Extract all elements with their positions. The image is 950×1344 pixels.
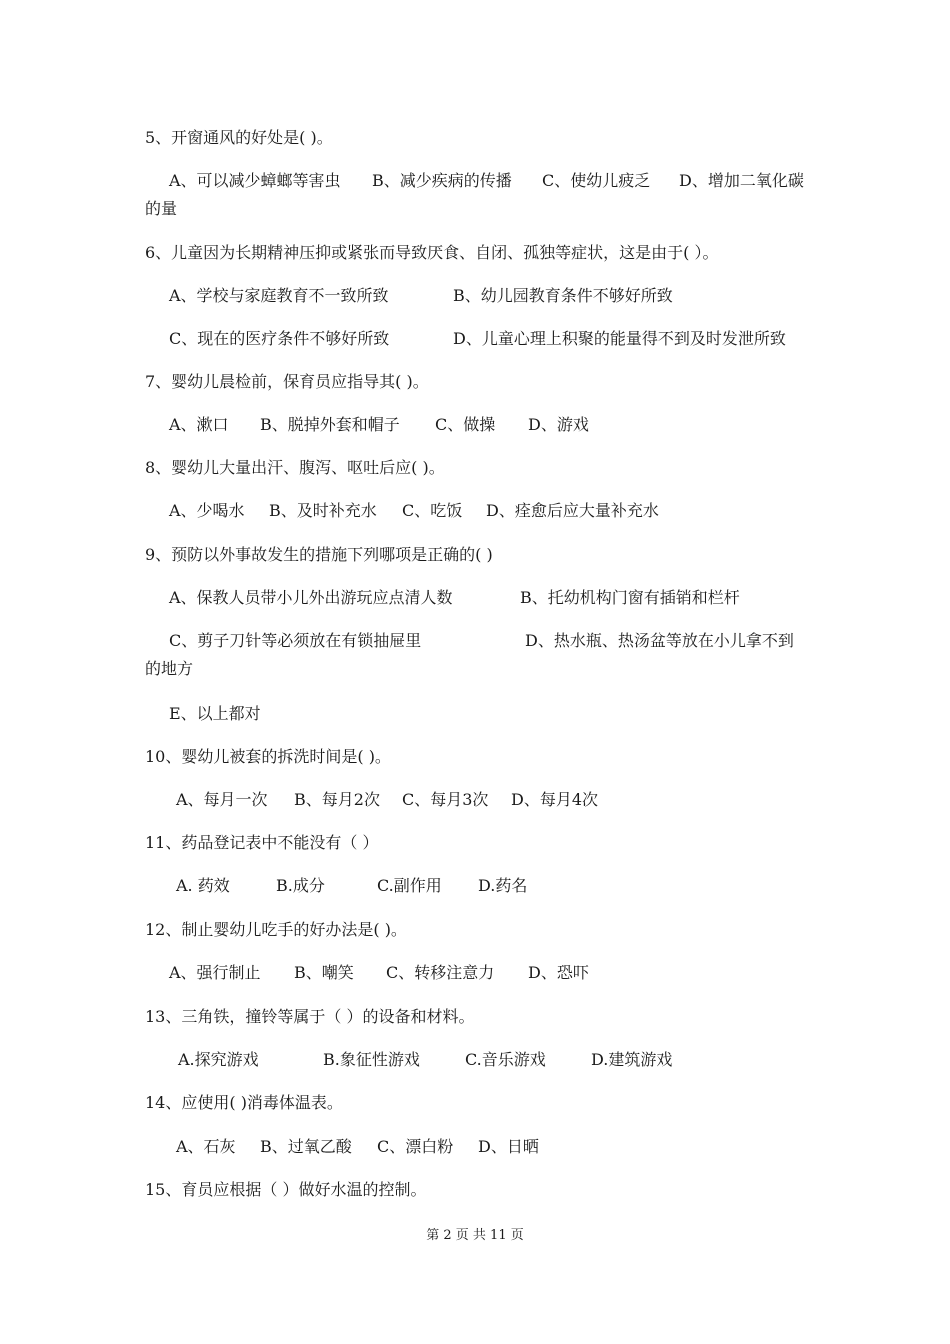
- option: C、每月3次: [402, 790, 489, 809]
- option: A、少喝水: [169, 501, 245, 520]
- option: B、过氧乙酸: [260, 1137, 352, 1156]
- option: A、每月一次: [176, 790, 268, 809]
- option: D.建筑游戏: [591, 1050, 673, 1069]
- question-stem: 7、婴幼儿晨检前，保育员应指导其( )。: [145, 372, 429, 391]
- option: D、儿童心理上积聚的能量得不到及时发泄所致: [453, 329, 786, 348]
- option: C、转移注意力: [386, 963, 495, 982]
- option: A、学校与家庭教育不一致所致: [169, 286, 389, 305]
- option: B、幼儿园教育条件不够好所致: [453, 286, 673, 305]
- option: A、石灰: [176, 1137, 236, 1156]
- option: A、强行制止: [169, 963, 261, 982]
- option: D、日晒: [478, 1137, 539, 1156]
- option: A、漱口: [169, 415, 229, 434]
- option: B、托幼机构门窗有插销和栏杆: [520, 588, 740, 607]
- option: A.探究游戏: [178, 1050, 259, 1069]
- option: E、以上都对: [169, 704, 261, 723]
- option: B、脱掉外套和帽子: [260, 415, 400, 434]
- option: C、使幼儿疲乏: [542, 171, 651, 190]
- page-footer: 第 2 页 共 11 页: [426, 1228, 524, 1243]
- option: B、每月2次: [294, 790, 380, 809]
- option: D、游戏: [528, 415, 589, 434]
- question-stem: 11、药品登记表中不能没有（ ）: [145, 833, 379, 852]
- option: C.音乐游戏: [465, 1050, 546, 1069]
- option: B、嘲笑: [294, 963, 354, 982]
- option: D、热水瓶、热汤盆等放在小儿拿不到: [525, 631, 794, 650]
- question-stem: 13、三角铁，撞铃等属于（ ）的设备和材料。: [145, 1007, 475, 1026]
- option: D.药名: [478, 876, 528, 895]
- option: A、可以减少蟑螂等害虫: [169, 171, 341, 190]
- option: D、每月4次: [511, 790, 599, 809]
- option: A、保教人员带小儿外出游玩应点清人数: [169, 588, 453, 607]
- option: C、做操: [435, 415, 496, 434]
- option: D、痊愈后应大量补充水: [486, 501, 659, 520]
- question-stem: 14、应使用( )消毒体温表。: [145, 1093, 343, 1112]
- option: A. 药效: [176, 876, 230, 895]
- option: C、吃饭: [402, 501, 463, 520]
- question-stem: 12、制止婴幼儿吃手的好办法是( )。: [145, 920, 407, 939]
- option: B、及时补充水: [269, 501, 377, 520]
- option-wrap: 的量: [145, 199, 178, 218]
- option: D、增加二氧化碳: [679, 171, 804, 190]
- question-stem: 5、开窗通风的好处是( )。: [145, 128, 333, 147]
- question-stem: 9、预防以外事故发生的措施下列哪项是正确的( ): [145, 545, 493, 564]
- option-wrap: 的地方: [145, 659, 194, 678]
- option: C、现在的医疗条件不够好所致: [169, 329, 390, 348]
- question-stem: 6、儿童因为长期精神压抑或紧张而导致厌食、自闭、孤独等症状，这是由于( ）。: [145, 243, 719, 262]
- question-stem: 8、婴幼儿大量出汗、腹泻、呕吐后应( )。: [145, 458, 445, 477]
- option: D、恐吓: [528, 963, 589, 982]
- option: C.副作用: [377, 876, 442, 895]
- option: B.象征性游戏: [323, 1050, 420, 1069]
- option: C、漂白粉: [377, 1137, 454, 1156]
- question-stem: 15、育员应根据（ ）做好水温的控制。: [145, 1180, 427, 1199]
- question-stem: 10、婴幼儿被套的拆洗时间是( )。: [145, 747, 391, 766]
- option: B、减少疾病的传播: [372, 171, 512, 190]
- option: B.成分: [276, 876, 325, 895]
- option: C、剪子刀针等必须放在有锁抽屉里: [169, 631, 422, 650]
